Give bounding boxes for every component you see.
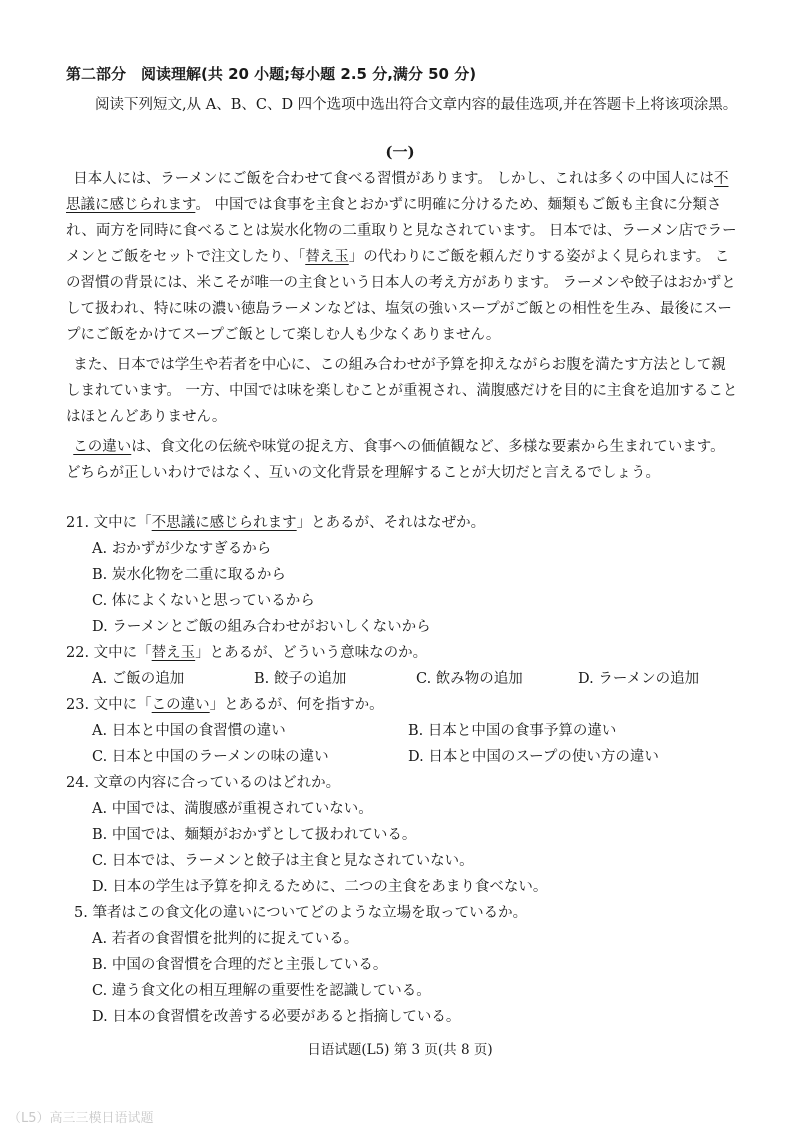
option-b: B. 餃子の追加 (254, 671, 347, 687)
stem-text: 」とあるが、どういう意味なのか。 (195, 645, 428, 661)
underlined-phrase: この違い (151, 697, 210, 713)
paragraph-1 (66, 166, 740, 348)
question-21 (66, 510, 746, 640)
paragraph-text: 日本人には、ラーメンにご飯を合わせて食べる習慣があります。 しかし、これは多くの中国人には (73, 171, 714, 187)
question-stem (66, 640, 746, 666)
option-a: A. 若者の食習慣を批判的に捉えている。 (92, 931, 359, 947)
option-d: D. 日本の食習慣を改善する必要があると指摘している。 (92, 1009, 461, 1025)
stem-text: 22. 文中に「 (66, 645, 152, 661)
question-stem: 24. 文章の内容に合っているのはどれか。 (66, 775, 341, 791)
option-b: B. 炭水化物を二重に取るから (92, 567, 286, 583)
question-25 (66, 900, 746, 1030)
underlined-phrase: 替え玉 (305, 249, 349, 265)
option-c: C. 飲み物の追加 (416, 671, 523, 687)
question-22 (66, 640, 746, 692)
question-stem: 5. 筆者はこの食文化の違いについてどのような立場を取っているか。 (74, 905, 528, 921)
option-c: C. 違う食文化の相互理解の重要性を認識している。 (92, 983, 431, 999)
stem-text: 」とあるが、それはなぜか。 (296, 515, 486, 531)
page-footer: 日语试题(L5) 第 3 页(共 8 页) (307, 1042, 493, 1058)
paragraph-text: 。 中国では食事を主食とおかずに明確に分けるため、麺類もご飯も主食に分類され、両方を同時に食べることは炭水化物の二重取りと見なされています。 日本では、ラーメン店でラーメンとご飯をセットで注文したり、「 (66, 197, 737, 265)
question-24 (66, 770, 746, 900)
question-stem (66, 510, 746, 536)
reading-passage (66, 166, 740, 490)
instructions: 阅读下列短文,从 A、B、C、D 四个选项中选出符合文章内容的最佳选项,并在答题卡上将该项涂黑。 (95, 97, 738, 113)
underlined-phrase: 替え玉 (151, 645, 196, 661)
option-d: D. ラーメンの追加 (578, 671, 700, 687)
paragraph-3 (66, 434, 740, 486)
option-d: D. ラーメンとご飯の組み合わせがおいしくないから (92, 619, 431, 635)
underlined-phrase: 不思議に感じられます (151, 515, 297, 531)
stem-text: 」とあるが、何を指すか。 (209, 697, 384, 713)
stem-text: 21. 文中に「 (66, 515, 152, 531)
question-23 (66, 692, 746, 770)
option-a: A. 日本と中国の食習慣の違い (92, 723, 286, 739)
question-list (66, 510, 746, 1030)
paragraph-2: また、日本では学生や若者を中心に、この組み合わせが予算を抑えながらお腹を満たす方法として親しまれています。 一方、中国では味を楽しむことが重視され、満腹感だけを目的に主食を追加することはほとんどありません。 (66, 357, 738, 425)
option-d: D. 日本の学生は予算を抑えるために、二つの主食をあまり食べない。 (92, 879, 548, 895)
option-b: B. 中国の食習慣を合理的だと主張している。 (92, 957, 388, 973)
section-title: 第二部分 阅读理解(共 20 小题;每小题 2.5 分,满分 50 分) (66, 65, 477, 83)
stem-text: 23. 文中に「 (66, 697, 152, 713)
option-c: C. 日本と中国のラーメンの味の違い (92, 749, 329, 765)
option-c: C. 体によくないと思っているから (92, 593, 315, 609)
question-stem (66, 692, 746, 718)
option-a: A. ご飯の追加 (92, 671, 185, 687)
option-a: A. 中国では、満腹感が重視されていない。 (92, 801, 373, 817)
option-c: C. 日本では、ラーメンと餃子は主食と見なされていない。 (92, 853, 474, 869)
underlined-phrase: 不思議に感じられます (66, 171, 729, 213)
watermark: （L5）高三三模日语试题 (8, 1111, 154, 1126)
option-d: D. 日本と中国のスープの使い方の違い (408, 749, 659, 765)
paragraph-text: 」の代わりにご飯を頼んだりする姿がよく見られます。 この習慣の背景には、米こそが唯一の主食という日本人の考え方があります。 ラーメンや餃子はおかずとして扱われ、特に味の濃い徳島ラーメンなどは、塩気の強いスープがご飯との相性を生み、最後にスープにご飯をかけてスープご飯として楽しむ人も少なくありません。 (66, 249, 736, 343)
option-a: A. おかずが少なすぎるから (92, 541, 272, 557)
option-b: B. 日本と中国の食事予算の違い (408, 723, 617, 739)
passage-number: (一) (385, 143, 415, 161)
paragraph-text: は、食文化の伝統や味覚の捉え方、食事への価値観など、多様な要素から生まれています。 どちらが正しいわけではなく、互いの文化背景を理解することが大切だと言えるでしょう。 (66, 439, 725, 481)
option-b: B. 中国では、麺類がおかずとして扱われている。 (92, 827, 417, 843)
underlined-phrase: この違い (73, 439, 132, 455)
